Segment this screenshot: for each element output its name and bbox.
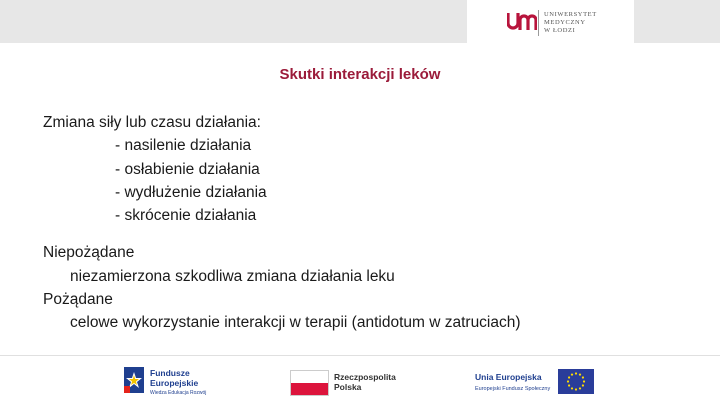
- effect-item: - wydłużenie działania: [115, 183, 267, 201]
- polish-flag-icon: [290, 370, 329, 396]
- eu-star: [579, 387, 581, 389]
- eu-flag-icon: [558, 369, 594, 394]
- eu-star: [575, 388, 577, 390]
- rp-name-line-1: Rzeczpospolita: [334, 372, 396, 382]
- eu-star: [568, 384, 570, 386]
- eu-star: [571, 373, 573, 375]
- university-name-line-1: UNIWERSYTET: [544, 11, 597, 18]
- intro-text: Zmiana siły lub czasu działania:: [43, 114, 261, 131]
- fe-name: [150, 369, 198, 388]
- ue-subtitle: Europejski Fundusz Społeczny: [475, 386, 551, 392]
- slide-body: [43, 111, 521, 335]
- rp-name: [334, 373, 396, 392]
- funding-footer: [0, 355, 720, 406]
- eu-star: [575, 372, 577, 374]
- university-name-line-2: MEDYCZNY: [544, 19, 586, 26]
- slide-title: Skutki interakcji leków: [279, 66, 441, 83]
- fe-name-line-1: Fundusze: [150, 368, 190, 378]
- eu-star: [582, 384, 584, 386]
- university-name-line-3: W ŁODZI: [544, 27, 576, 34]
- university-logo: [467, 0, 634, 43]
- eu-star: [567, 380, 569, 382]
- ue-name: Unia Europejska: [475, 372, 542, 382]
- eu-star: [583, 380, 585, 382]
- eu-star: [568, 376, 570, 378]
- eu-star: [579, 373, 581, 375]
- eu-star: [582, 376, 584, 378]
- fe-name-line-2: Europejskie: [150, 377, 199, 388]
- effect-item: - osłabienie działania: [115, 160, 260, 178]
- effect-item: - nasilenie działania: [115, 137, 252, 155]
- fe-star-icon: [123, 366, 145, 394]
- fe-subtitle: Wiedza Edukacja Rozwój: [150, 390, 207, 396]
- desired-description: celowe wykorzystanie interakcji w terapii (antidotum w zatruciach): [70, 314, 521, 332]
- undesired-description: niezamierzona szkodliwa zmiana działania leku: [70, 267, 395, 285]
- logo-divider: [538, 10, 539, 36]
- undesired-label: Niepożądane: [43, 244, 135, 262]
- eu-star: [571, 387, 573, 389]
- um-logo-icon: [507, 10, 537, 32]
- rp-name-line-2: Polska: [334, 381, 362, 392]
- effect-item: - skrócenie działania: [115, 207, 257, 225]
- desired-label: Pożądane: [43, 291, 113, 309]
- university-name: [544, 11, 597, 35]
